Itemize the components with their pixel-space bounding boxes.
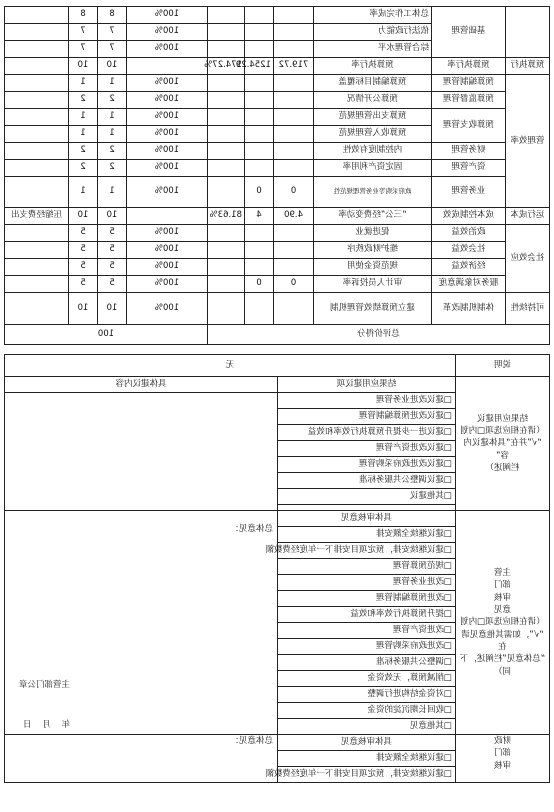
weight-cell	[245, 109, 274, 126]
indicator-cell: 预算收入管理规范	[314, 126, 432, 143]
target-cell	[274, 293, 314, 325]
dept-side-line: 意见	[494, 605, 512, 616]
indicator-cell: 审计人员投诉率	[314, 276, 432, 293]
rate-cell: 100%	[127, 225, 208, 242]
indicator-cell: “三公”经费变动率	[314, 208, 432, 225]
dept-side-line: “√”，如需其他意见请在	[461, 629, 544, 652]
result-head-row	[4, 377, 549, 393]
score-table	[4, 6, 550, 345]
level1-text: 社会效应	[510, 253, 545, 264]
indicator-cell: 政府采购等业务管理规范性	[314, 177, 432, 208]
score-cell: 2	[98, 143, 127, 160]
explain-value: 无	[4, 355, 455, 377]
dept-overall-label: 总体意见：	[230, 524, 273, 534]
rate-cell: 100%	[127, 7, 208, 24]
target-cell	[274, 143, 314, 160]
score-cell: 5	[98, 242, 127, 259]
dept-head-row	[4, 511, 549, 527]
level2-cell: 社会效益	[432, 242, 506, 259]
full-cell: 5	[69, 225, 98, 242]
remark-cell	[5, 293, 69, 325]
score-cell: 1	[98, 75, 127, 92]
rate-cell	[127, 208, 208, 225]
dept-side-line: （请在相应选项□内划	[460, 617, 545, 628]
weight-cell: 0	[245, 177, 274, 208]
dept-option-checkbox[interactable]: □建议继续安排，预定项目安排下一年度经费数额	[278, 543, 456, 559]
finance-overall-label: 总体意见：	[230, 736, 273, 746]
actual-cell	[208, 177, 245, 208]
dept-option-checkbox[interactable]: □对资金结构进行调整	[278, 687, 456, 703]
full-cell: 10	[69, 293, 98, 325]
weight-cell	[245, 92, 274, 109]
weight-cell	[245, 160, 274, 177]
result-detail-header: 具体建议内容	[4, 377, 277, 393]
rate-cell: 100%	[127, 276, 208, 293]
dept-option-checkbox[interactable]: □其他意见	[278, 719, 456, 735]
weight-cell	[245, 75, 274, 92]
target-cell: 0	[274, 177, 314, 208]
indicator-cell: 固定资产利用率	[314, 160, 432, 177]
rate-cell: 100%	[127, 177, 208, 208]
indicator-cell: 规范资金使用	[314, 259, 432, 276]
actual-cell: 174.27%	[208, 58, 245, 75]
total-row	[5, 325, 550, 345]
indicator-cell: 预算支出管理规范	[314, 109, 432, 126]
result-option-checkbox[interactable]: □建议调整公共服务标准	[278, 473, 456, 489]
score-table-body	[5, 7, 550, 345]
dept-option-checkbox[interactable]: □改进资产管理	[278, 623, 456, 639]
indicator-cell: 综合管理水平	[314, 41, 432, 58]
remark-cell	[5, 58, 69, 75]
weight-cell	[245, 24, 274, 41]
weight-cell	[245, 7, 274, 24]
weight-cell	[245, 242, 274, 259]
weight-cell: 4	[245, 208, 274, 225]
table-row	[5, 58, 550, 75]
result-options-header: 结果应用建议项	[278, 377, 456, 393]
rate-cell: 100%	[127, 109, 208, 126]
full-cell: 2	[69, 143, 98, 160]
dept-stamp-label: 主管部门公章	[18, 680, 70, 690]
finance-side-cell	[456, 735, 550, 783]
remark-cell	[5, 41, 69, 58]
full-cell: 10	[69, 58, 98, 75]
table-row	[5, 7, 550, 24]
dept-side-line: “总体意见”栏阐述，下同）	[459, 654, 546, 677]
level1-cell: 运行成本	[506, 208, 550, 225]
score-cell: 2	[98, 92, 127, 109]
target-cell	[274, 41, 314, 58]
rate-cell	[127, 58, 208, 75]
finance-head-row	[4, 735, 549, 751]
result-side-line: “√”并在“具体建议内容”	[463, 438, 542, 461]
finance-side-line: 财政	[494, 736, 512, 746]
dept-date-label: 年 月 日	[22, 720, 71, 730]
finance-option-checkbox[interactable]: □建议继续安排，预定项目安排下一年度经费数额	[278, 767, 456, 783]
rate-cell: 100%	[127, 126, 208, 143]
actual-cell	[208, 160, 245, 177]
finance-side-line: 部门	[494, 748, 512, 759]
actual-cell	[208, 242, 245, 259]
dept-side-cell	[456, 511, 550, 735]
level2-cell: 财务管理	[432, 143, 506, 160]
remark-cell	[5, 225, 69, 242]
table-row	[5, 208, 550, 225]
table-row	[5, 109, 550, 126]
dept-side-line: 主管	[494, 568, 512, 579]
indicator-cell: 预算公开情况	[314, 92, 432, 109]
target-cell	[274, 225, 314, 242]
actual-cell	[208, 75, 245, 92]
full-cell: 1	[69, 126, 98, 143]
level2-cell: 政治效益	[432, 225, 506, 242]
target-cell: 0	[274, 276, 314, 293]
full-cell: 5	[69, 242, 98, 259]
table-row	[5, 242, 550, 259]
weight-cell	[245, 259, 274, 276]
remark-cell	[5, 160, 69, 177]
full-cell: 5	[69, 276, 98, 293]
full-cell: 1	[69, 75, 98, 92]
target-cell	[274, 259, 314, 276]
finance-header: 具体审核意见	[278, 735, 456, 751]
full-cell: 7	[69, 24, 98, 41]
explain-label: 说明	[456, 355, 550, 377]
actual-cell: 81.63%	[208, 208, 245, 225]
result-side-line: 结果应用建议	[477, 413, 529, 424]
score-cell: 5	[98, 259, 127, 276]
weight-cell	[245, 143, 274, 160]
remark-cell	[5, 126, 69, 143]
result-side-cell	[456, 377, 550, 511]
target-cell	[274, 109, 314, 126]
remark-cell	[5, 143, 69, 160]
indicator-cell: 预算执行率	[314, 58, 432, 75]
indicator-cell: 促进就业	[314, 225, 432, 242]
remark-cell	[5, 24, 69, 41]
result-detail-cell[interactable]	[4, 393, 277, 511]
remark-cell	[5, 259, 69, 276]
actual-cell	[208, 143, 245, 160]
full-cell: 5	[69, 259, 98, 276]
table-row	[5, 92, 550, 109]
score-cell: 10	[98, 293, 127, 325]
full-cell: 2	[69, 160, 98, 177]
result-option-checkbox[interactable]: □建议进一步提升预算执行效率和效益	[278, 425, 456, 441]
remark-cell	[5, 92, 69, 109]
target-cell	[274, 92, 314, 109]
actual-cell	[208, 259, 245, 276]
table-row	[5, 177, 550, 208]
weight-cell: 1254.29	[245, 58, 274, 75]
level1-cell	[506, 7, 550, 58]
level1-cell	[506, 293, 550, 325]
actual-cell	[208, 225, 245, 242]
actual-cell	[208, 92, 245, 109]
table-row	[5, 293, 550, 325]
full-cell: 1	[69, 109, 98, 126]
level2-cell: 预算收支管理	[432, 109, 506, 143]
indicator-cell: 依法行政能力	[314, 24, 432, 41]
indicator-cell: 总体工作完成率	[314, 7, 432, 24]
table-row	[5, 75, 550, 92]
opinion-table	[4, 354, 550, 783]
rate-cell: 100%	[127, 293, 208, 325]
full-cell: 2	[69, 92, 98, 109]
table-row	[5, 259, 550, 276]
level1-text: 可持续性	[510, 303, 545, 314]
rate-cell: 100%	[127, 24, 208, 41]
score-cell: 7	[98, 41, 127, 58]
target-cell: 4.90	[274, 208, 314, 225]
target-cell	[274, 160, 314, 177]
level2-cell: 基础管理	[432, 7, 506, 58]
dept-side-line: 审核	[494, 592, 512, 603]
score-cell: 8	[98, 7, 127, 24]
weight-cell	[245, 41, 274, 58]
result-option-checkbox[interactable]: □建议改进政府采购管理	[278, 457, 456, 473]
indicator-cell: 维护财政秩序	[314, 242, 432, 259]
target-cell	[274, 75, 314, 92]
dept-option-checkbox[interactable]: □建议继续全额安排	[278, 527, 456, 543]
level2-cell: 资产管理	[432, 160, 506, 177]
weight-cell: 0	[245, 276, 274, 293]
level2-cell: 体制机制改革	[432, 293, 506, 325]
dept-side-line: 部门	[494, 580, 512, 591]
actual-cell	[208, 109, 245, 126]
rate-cell: 100%	[127, 75, 208, 92]
dept-option-checkbox[interactable]: □改进政府采购管理	[278, 639, 456, 655]
remark-cell	[5, 177, 69, 208]
level2-cell: 业务管理	[432, 177, 506, 208]
score-cell: 2	[98, 160, 127, 177]
target-cell	[274, 126, 314, 143]
full-cell: 1	[69, 177, 98, 208]
rate-cell: 100%	[127, 92, 208, 109]
result-option-checkbox[interactable]: □其他建议	[278, 489, 456, 505]
actual-cell	[208, 24, 245, 41]
remark-cell	[5, 75, 69, 92]
result-side-line: （请在相应选项□内划	[460, 426, 545, 437]
target-cell: 719.72	[274, 58, 314, 75]
dept-option-checkbox[interactable]: □收回长期沉淀的资金	[278, 703, 456, 719]
dept-header: 具体审核意见	[278, 511, 456, 527]
dept-option-checkbox[interactable]: □提升预算执行效率和效益	[278, 607, 456, 623]
result-option-checkbox[interactable]: □建议改进资产管理	[278, 441, 456, 457]
finance-option-checkbox[interactable]: □建议继续全额安排	[278, 751, 456, 767]
dept-option-checkbox[interactable]: □调整公共服务标准	[278, 655, 456, 671]
remark-cell	[5, 276, 69, 293]
level2-cell: 预算执行率	[432, 58, 506, 75]
rate-cell: 100%	[127, 41, 208, 58]
rate-cell: 100%	[127, 242, 208, 259]
rate-cell: 100%	[127, 160, 208, 177]
score-cell: 1	[98, 177, 127, 208]
result-option-checkbox[interactable]: □建议改进业务管理	[278, 393, 456, 409]
full-cell: 8	[69, 7, 98, 24]
dept-option-checkbox[interactable]: □削减预算，无效资金	[278, 671, 456, 687]
target-cell	[274, 242, 314, 259]
score-cell: 7	[98, 24, 127, 41]
full-cell: 10	[69, 208, 98, 225]
level2-cell: 预算编制管理	[432, 75, 506, 92]
actual-cell	[208, 276, 245, 293]
remark-cell	[5, 7, 69, 24]
weight-cell	[245, 225, 274, 242]
total-label: 总评价得分	[208, 325, 550, 345]
full-cell: 7	[69, 41, 98, 58]
dept-overall-cell[interactable]	[4, 511, 277, 735]
score-cell: 5	[98, 225, 127, 242]
target-cell	[274, 24, 314, 41]
level1-cell	[506, 225, 550, 293]
finance-side-line: 审核	[494, 760, 512, 771]
dept-option-checkbox[interactable]: □改进预算编制管理	[278, 591, 456, 607]
dept-option-checkbox[interactable]: □改进业务管理	[278, 575, 456, 591]
score-cell: 1	[98, 109, 127, 126]
total-value: 100	[5, 325, 208, 345]
actual-cell	[208, 7, 245, 24]
table-row	[5, 160, 550, 177]
level1-cell: 预算执行	[506, 58, 550, 75]
indicator-cell: 内控制度有效性	[314, 143, 432, 160]
finance-overall-cell[interactable]	[4, 735, 277, 783]
actual-cell	[208, 293, 245, 325]
dept-option-checkbox[interactable]: □规范预算管理	[278, 559, 456, 575]
explain-row	[4, 355, 549, 377]
indicator-cell: 预算编制目标覆盖	[314, 75, 432, 92]
rate-cell: 100%	[127, 143, 208, 160]
table-row	[5, 143, 550, 160]
indicator-cell: 建立预算绩效管理机制	[314, 293, 432, 325]
table-row	[5, 276, 550, 293]
level1-text: 管理效率	[510, 135, 545, 146]
actual-cell	[208, 126, 245, 143]
level2-cell: 经济效益	[432, 259, 506, 276]
level2-cell: 服务对象满意度	[432, 276, 506, 293]
remark-cell	[5, 242, 69, 259]
result-option-checkbox[interactable]: □建议改进预算编制管理	[278, 409, 456, 425]
score-cell: 5	[98, 276, 127, 293]
remark-cell	[5, 109, 69, 126]
remark-cell: 压缩经费支出	[5, 208, 69, 225]
rate-cell: 100%	[127, 259, 208, 276]
level2-cell: 成本控制成效	[432, 208, 506, 225]
score-cell: 1	[98, 126, 127, 143]
score-cell: 10	[98, 208, 127, 225]
level2-cell: 预算监督管理	[432, 92, 506, 109]
result-side-line: 栏阐述）	[485, 462, 520, 473]
score-cell: 10	[98, 58, 127, 75]
weight-cell	[245, 293, 274, 325]
table-row	[5, 225, 550, 242]
weight-cell	[245, 126, 274, 143]
actual-cell	[208, 41, 245, 58]
target-cell	[274, 7, 314, 24]
level1-cell	[506, 75, 550, 208]
